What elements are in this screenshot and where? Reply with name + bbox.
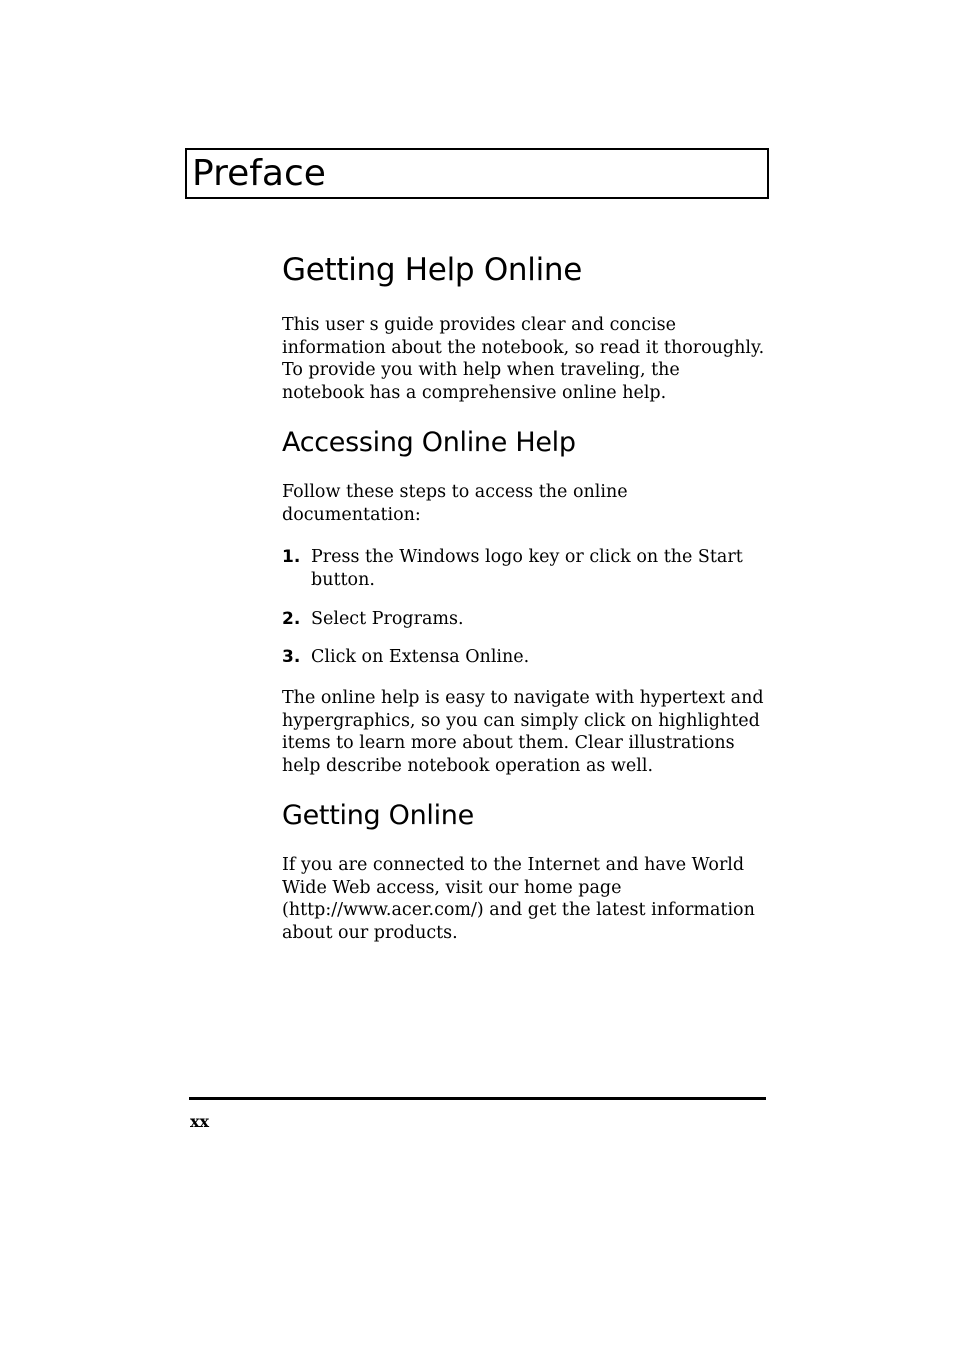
getting-help-online-paragraph: This user s guide provides clear and concise information about the notebook, so read it thoroughly. To provide you with help when traveling, the notebook has a comprehensive online help.	[282, 315, 765, 404]
list-item	[282, 646, 767, 669]
step-text: Press the Windows logo key or click on the Start button.	[311, 547, 743, 590]
page-number: xx	[190, 1112, 210, 1131]
getting-online-paragraph: If you are connected to the Internet and have World Wide Web access, visit our home page (http://www.acer.com/) and get the latest information about our products.	[282, 854, 755, 943]
section-heading-getting-online: Getting Online	[282, 799, 474, 831]
step-text: Click on Extensa Online.	[311, 647, 530, 668]
accessing-online-help-intro: Follow these steps to access the online documentation:	[282, 481, 628, 525]
section-heading-accessing-online-help: Accessing Online Help	[282, 426, 576, 458]
chapter-header-box	[185, 148, 769, 199]
step-number: 2.	[282, 608, 301, 629]
list-item	[282, 608, 767, 631]
step-number: 1.	[282, 547, 301, 568]
accessing-online-help-outro: The online help is easy to navigate with hypertext and hypergraphics, so you can simply click on highlighted items to learn more about them. Clear illustrations help describe notebook operation as well.	[282, 688, 764, 777]
step-text: Select Programs.	[311, 608, 464, 629]
chapter-title: Preface	[192, 153, 326, 194]
step-number: 3.	[282, 647, 301, 668]
page-content	[282, 250, 767, 965]
list-item	[282, 546, 767, 591]
steps-list	[282, 546, 767, 669]
section-heading-getting-help-online: Getting Help Online	[282, 252, 583, 288]
footer-divider	[189, 1097, 766, 1100]
